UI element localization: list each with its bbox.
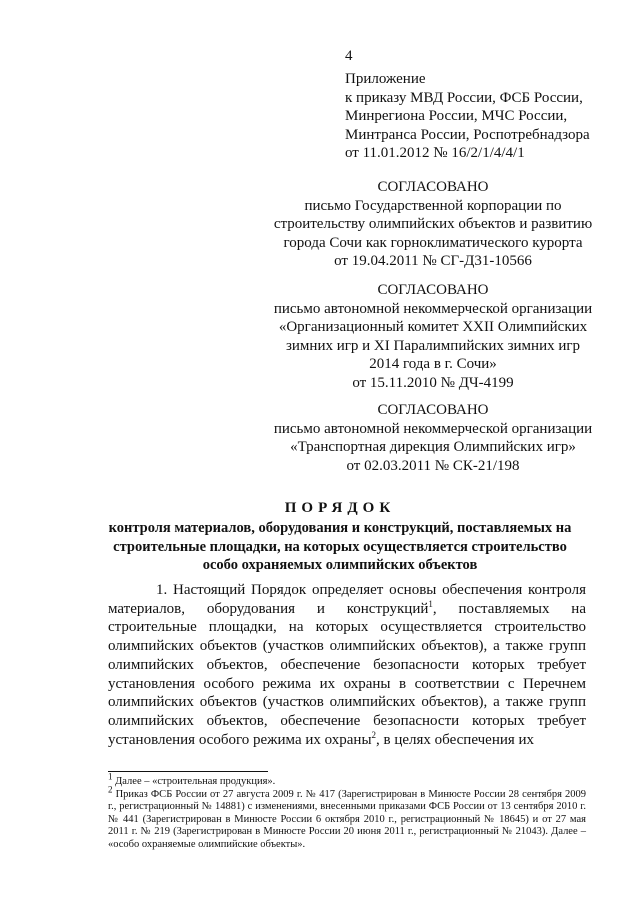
approval-line: зимних игр и XI Паралимпийских зимних игр bbox=[285, 337, 581, 354]
appendix-line: от 11.01.2012 № 16/2/1/4/4/1 bbox=[345, 145, 525, 161]
approval-line: «Организационный комитет XXII Олимпийских bbox=[278, 319, 588, 335]
appendix-line: Минрегиона России, МЧС России, bbox=[345, 108, 568, 124]
subtitle-line: контроля материалов, оборудования и конструкций, поставляемых на bbox=[108, 520, 572, 536]
footnote-text: Приказ ФСБ России от 27 августа 2009 г. № 417 (Зарегистрирован в Минюсте России 28 сентября 2009 г., регистрационный № 14881) с изменениями, внесенными приказами ФСБ России от 13 сентября 2010 г. № 441 (Зарегистрирован в Минюсте России 6 октября 2010 г., регистрационный № 18645) и от 27 мая 2011 г. № 219 (Зарегистрирован в Минюсте России 20 июня 2011 г., регистрационный № 21043). Далее – «особо охраняемые олимпийские объекты». bbox=[108, 788, 586, 850]
approval-block-2 bbox=[258, 281, 608, 392]
footnote-mark: 1 bbox=[108, 771, 113, 782]
footnote-text: Далее – «строительная продукция». bbox=[112, 776, 276, 787]
approval-heading: СОГЛАСОВАНО bbox=[377, 179, 489, 195]
appendix-line: к приказу МВД России, ФСБ России, bbox=[345, 89, 583, 106]
subtitle-line: особо охраняемых олимпийских объектов bbox=[202, 557, 478, 573]
approval-block-1 bbox=[258, 178, 608, 271]
approval-line: от 15.11.2010 № ДЧ-4199 bbox=[352, 374, 514, 391]
footnote-mark: 2 bbox=[108, 784, 113, 795]
footnote-ref-2: 2 bbox=[371, 729, 377, 740]
approval-line: письмо автономной некоммерческой организации bbox=[273, 300, 593, 317]
approval-block-3 bbox=[258, 401, 608, 475]
footnote-2 bbox=[108, 784, 586, 852]
subtitle-line: строительные площадки, на которых осуществляется строительство bbox=[113, 538, 567, 555]
document-title: ПОРЯДОК bbox=[284, 500, 396, 516]
approval-heading: СОГЛАСОВАНО bbox=[377, 282, 489, 298]
appendix-line: Минтранса России, Роспотребнадзора bbox=[345, 126, 590, 143]
appendix-block bbox=[345, 70, 590, 163]
approval-line: от 02.03.2011 № СК-21/198 bbox=[346, 457, 520, 474]
paragraph-text-mid: , поставляемых на строительные площадки, на которых осуществляется строительство олимпийских объектов (участков олимпийских объектов), а также групп олимпийских объектов, обеспечение безопасности которых требует установления особого режима их охраны в соответствии с Перечнем олимпийских объектов (участков олимпийских объектов), а также групп олимпийских объектов, обеспечение безопасности которых требует установления особого режима их охраны bbox=[108, 600, 586, 748]
footnote-divider bbox=[108, 771, 268, 772]
approval-line: письмо автономной некоммерческой организации bbox=[273, 420, 593, 437]
document-subtitle bbox=[80, 519, 600, 575]
footnote-ref-1: 1 bbox=[428, 598, 433, 609]
approval-line: 2014 года в г. Сочи» bbox=[369, 356, 497, 372]
paragraph-1 bbox=[108, 581, 586, 749]
paragraph-text-end: , в целях обеспечения их bbox=[376, 731, 535, 748]
approval-line: «Транспортная дирекция Олимпийских игр» bbox=[290, 439, 576, 455]
approval-line: города Сочи как горноклиматического курорта bbox=[283, 234, 583, 251]
approval-line: письмо Государственной корпорации по bbox=[304, 197, 562, 214]
footnote-1 bbox=[108, 771, 586, 789]
approval-line: от 19.04.2011 № СГ-Д31-10566 bbox=[334, 253, 532, 269]
appendix-line: Приложение bbox=[345, 71, 426, 87]
page-number: 4 bbox=[345, 48, 353, 64]
body-text bbox=[108, 581, 586, 749]
approval-line: строительству олимпийских объектов и развитию bbox=[273, 216, 593, 232]
approval-heading: СОГЛАСОВАНО bbox=[377, 402, 489, 418]
footnotes bbox=[108, 771, 586, 852]
paragraph-text-start: 1. Настоящий Порядок определяет основы обеспечения контроля материалов, оборудования и конструкций bbox=[108, 582, 586, 617]
